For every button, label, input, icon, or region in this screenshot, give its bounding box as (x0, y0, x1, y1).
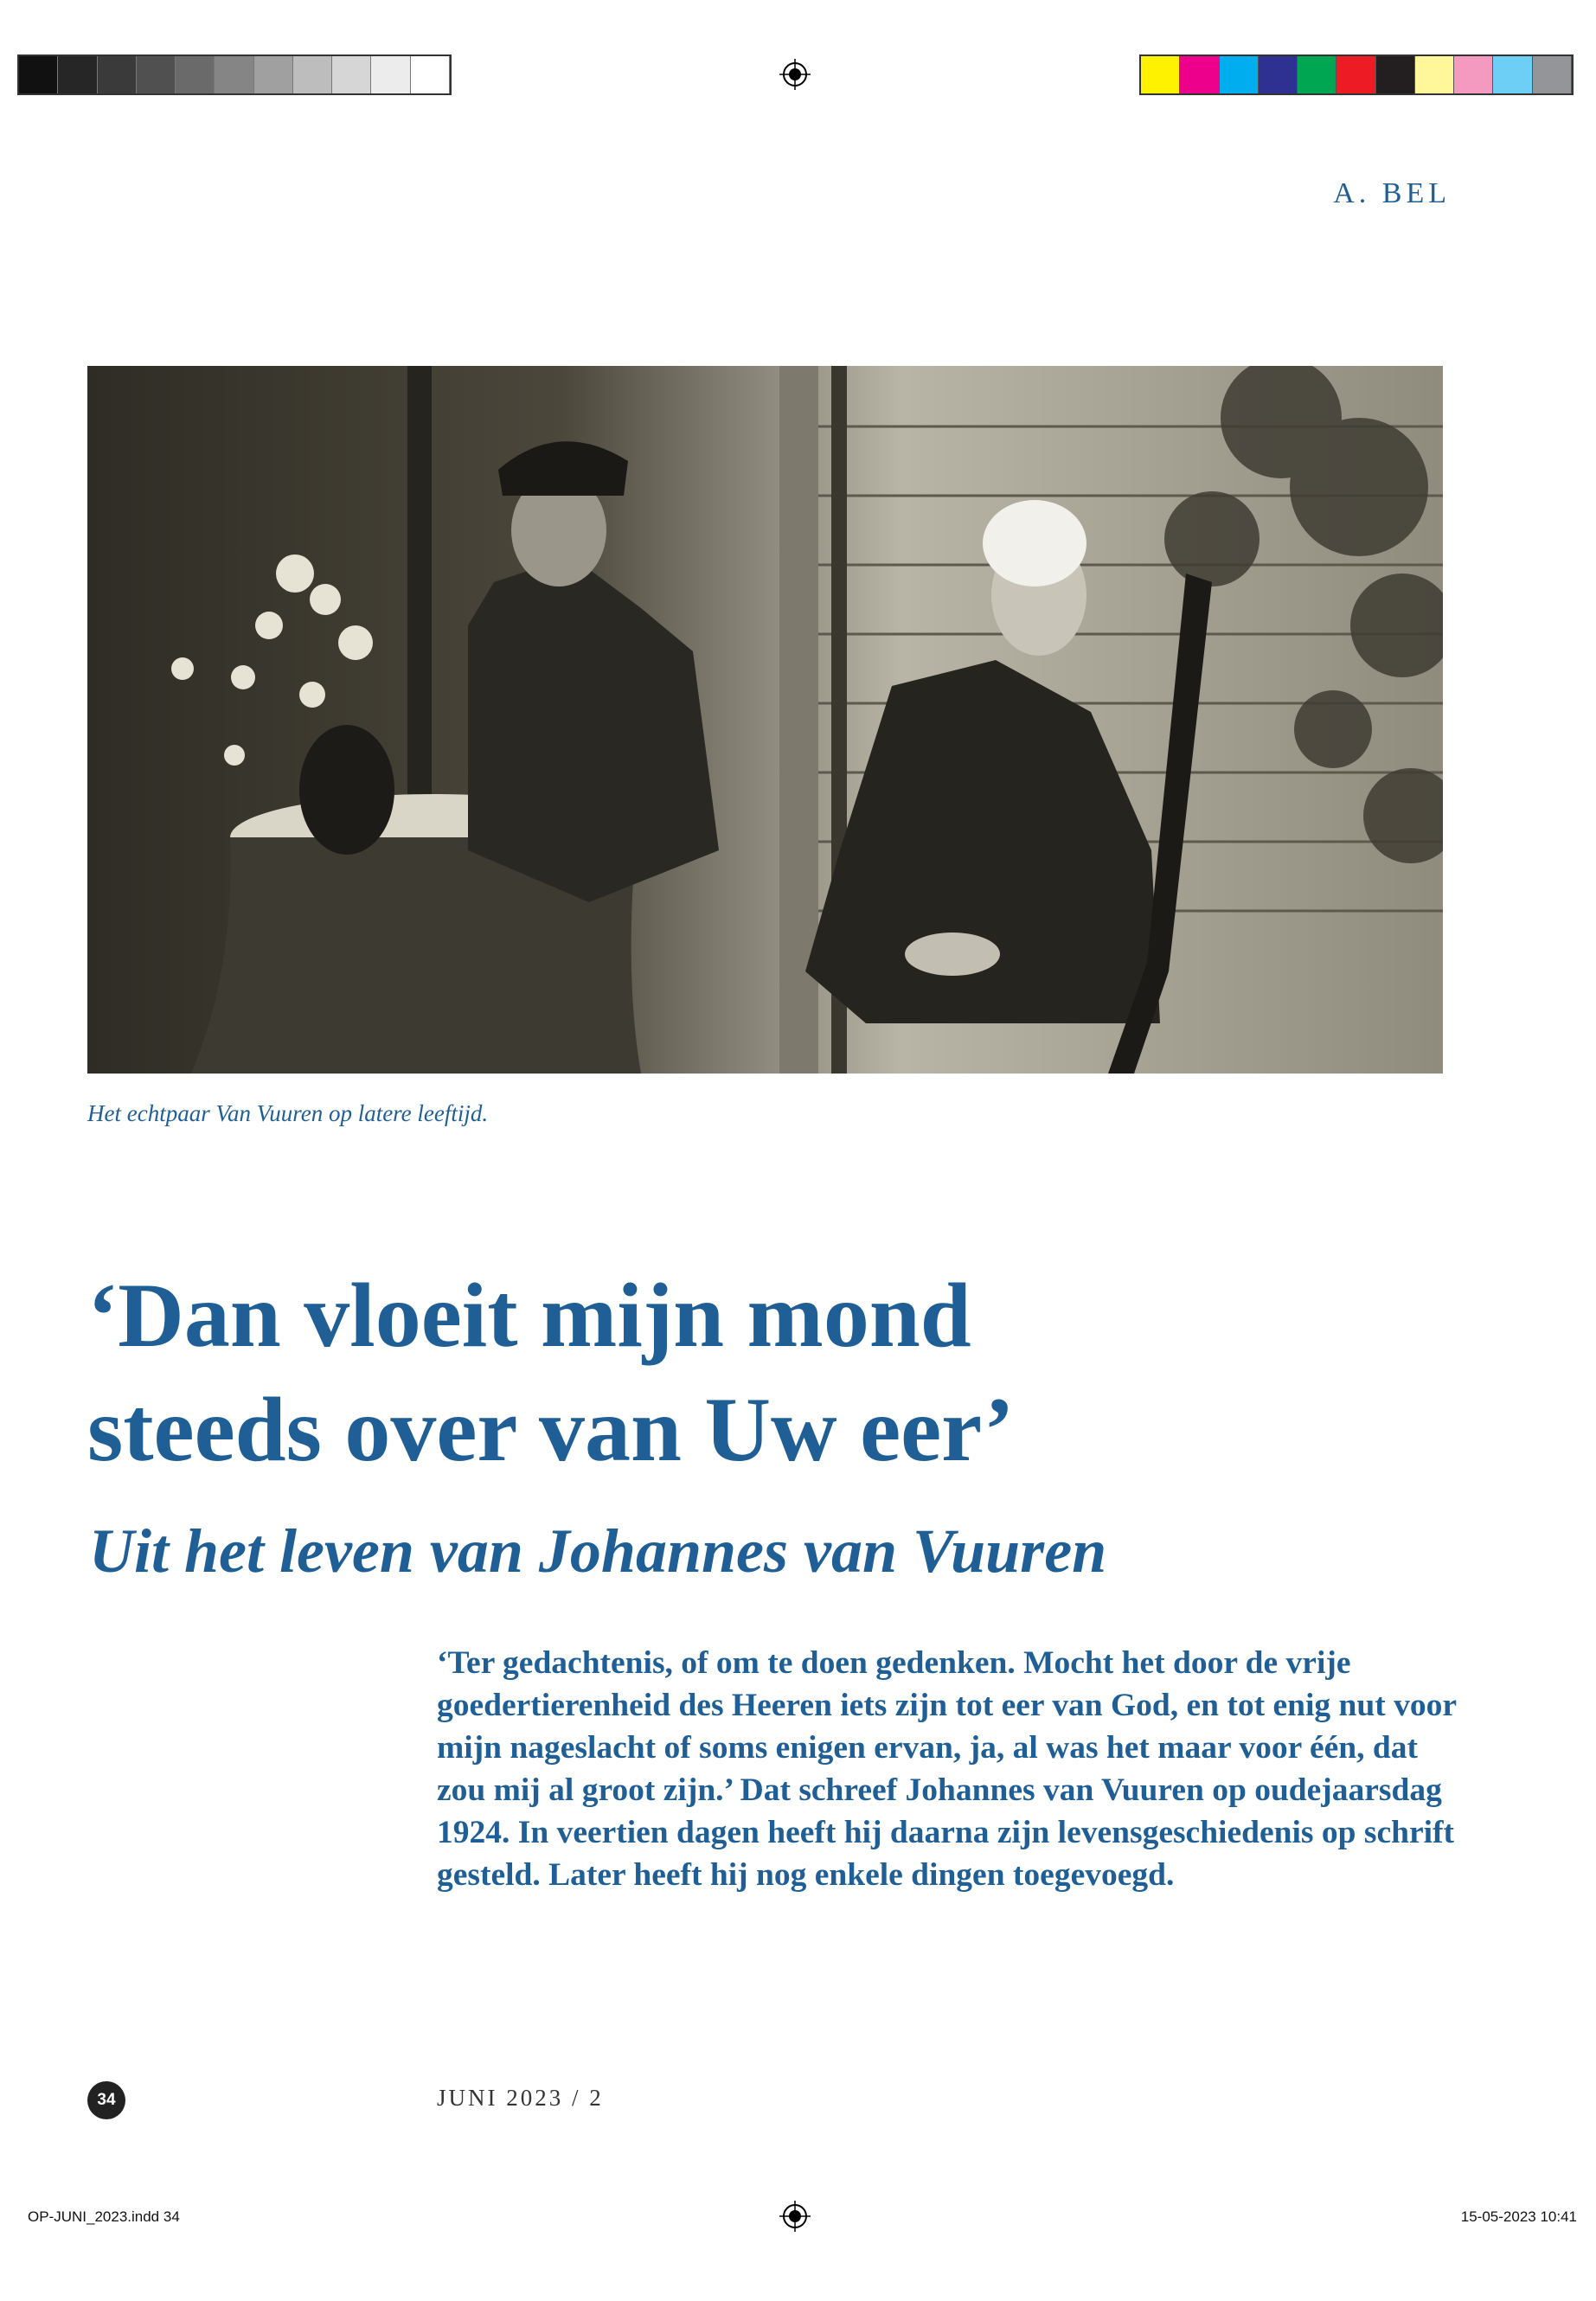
gray-swatch-8 (293, 56, 332, 93)
color-swatch-6 (1336, 56, 1375, 93)
color-swatch-1 (1141, 56, 1180, 93)
intro-paragraph: ‘Ter gedachtenis, of om te doen gedenken. Mocht het door de vrije goedertierenheid des Heeren iets zijn tot eer van God, en tot enig nut voor mijn nageslacht of soms enigen ervan, ja, al was het maar voor één, dat zou mij al groot zijn.’ Dat schreef Johannes van Vuuren op oudejaarsdag 1924. In veertien dagen heeft hij daarna zijn levensgeschiedenis op schrift gesteld. Later heeft hij nog enkele dingen toegevoegd. (437, 1645, 1457, 1893)
article-title-line-1: ‘Dan vloeit mijn mond (87, 1265, 971, 1366)
color-swatch-11 (1533, 56, 1572, 93)
process-color-bar (1139, 54, 1574, 95)
color-swatch-2 (1180, 56, 1219, 93)
slug-date-info: 15-05-2023 10:41 (1460, 2208, 1577, 2225)
registration-mark-bottom (779, 2201, 811, 2232)
gray-swatch-9 (332, 56, 371, 93)
slug-file-info: OP-JUNI_2023.indd 34 (28, 2208, 180, 2225)
gray-swatch-4 (137, 56, 176, 93)
color-swatch-10 (1493, 56, 1532, 93)
gray-swatch-7 (254, 56, 293, 93)
photo-caption: Het echtpaar Van Vuuren op latere leeftijd. (87, 1100, 489, 1126)
color-swatch-3 (1220, 56, 1259, 93)
color-swatch-4 (1259, 56, 1298, 93)
color-swatch-7 (1376, 56, 1415, 93)
article-title-line-2: steeds over van Uw eer’ (87, 1379, 1015, 1480)
gray-swatch-11 (411, 56, 450, 93)
issue-label: JUNI 2023 / 2 (437, 2085, 604, 2111)
gray-swatch-1 (19, 56, 58, 93)
couple-photo (87, 366, 1443, 1074)
gray-swatch-10 (371, 56, 410, 93)
color-swatch-8 (1415, 56, 1454, 93)
registration-mark-top (779, 59, 811, 90)
author-name: A. BEL (1333, 177, 1451, 209)
article-subtitle: Uit het leven van Johannes van Vuuren (89, 1516, 1107, 1586)
gray-swatch-5 (176, 56, 215, 93)
color-swatch-9 (1454, 56, 1493, 93)
gray-swatch-6 (215, 56, 253, 93)
page-number-badge: 34 (87, 2081, 125, 2119)
article-title (87, 1259, 1471, 1487)
gray-swatch-3 (98, 56, 137, 93)
gray-swatch-2 (58, 56, 97, 93)
grayscale-color-bar (17, 54, 452, 95)
color-swatch-5 (1298, 56, 1336, 93)
